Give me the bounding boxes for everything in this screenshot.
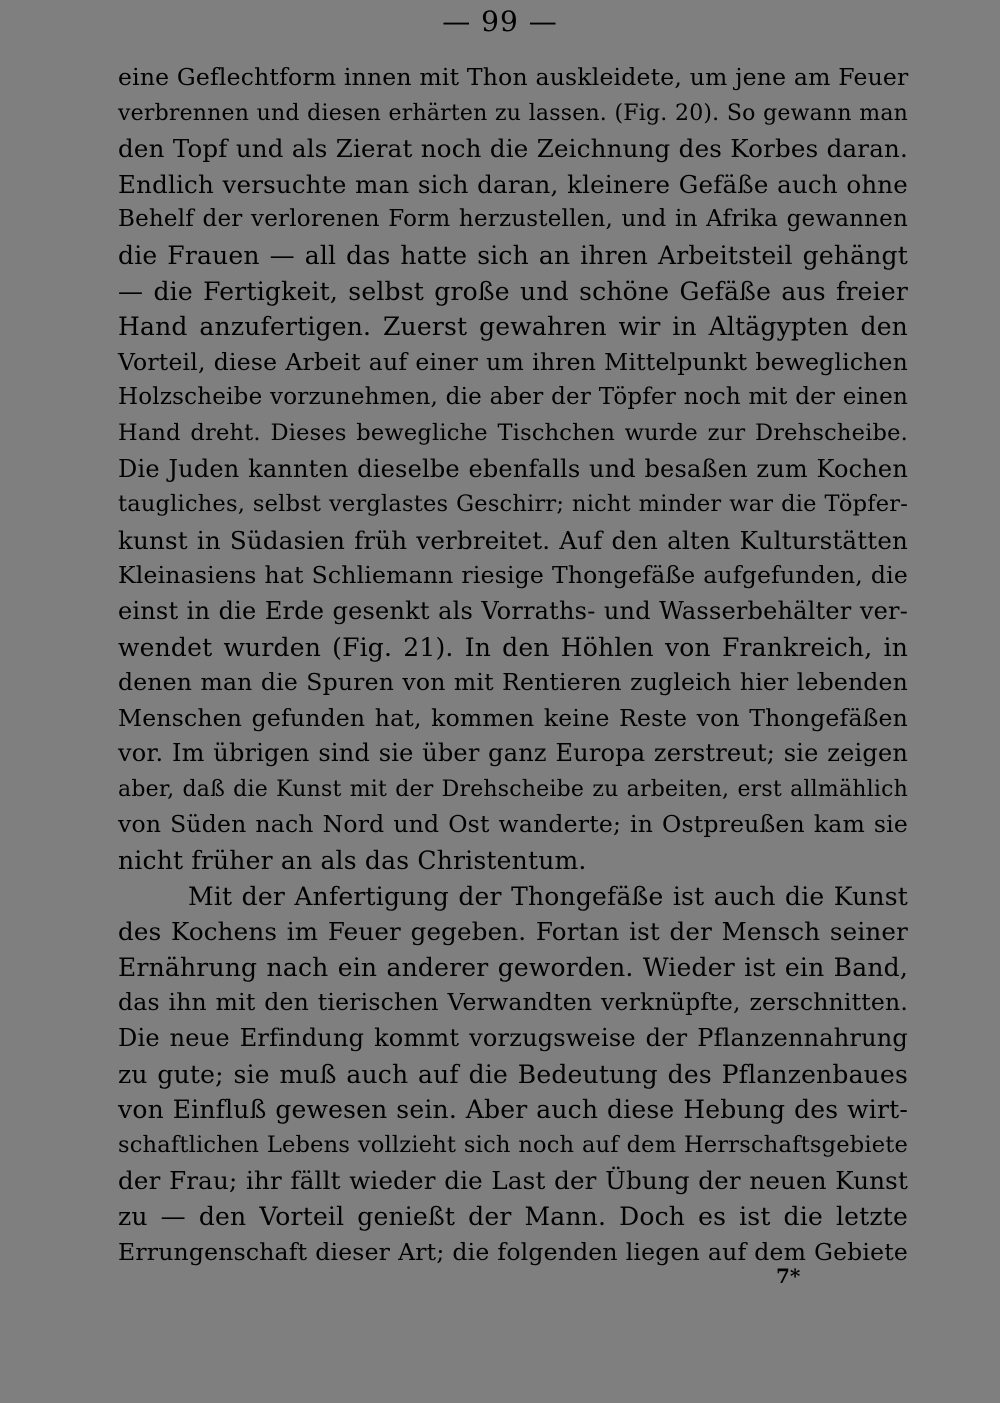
text-line: Die Juden kannten dieselbe ebenfalls und besaßen zum Kochen (118, 454, 908, 483)
text-line: der Frau; ihr fällt wieder die Last der Übung der neuen Kunst (118, 1166, 908, 1196)
text-line: Hand anzufertigen. Zuerst gewahren wir in Altägypten den (118, 312, 908, 342)
text-line: Endlich versuchte man sich daran, kleinere Gefäße auch ohne (118, 169, 908, 199)
text-line: Kleinasiens hat Schliemann riesige Thongefäße aufgefunden, die (118, 561, 908, 590)
text-line: taugliches, selbst verglastes Geschirr; nicht minder war die Töpfer- (118, 491, 908, 518)
text-line: — die Fertigkeit, selbst große und schöne Gefäße aus freier (118, 276, 908, 306)
paragraph-1 (118, 60, 908, 879)
text-line: von Süden nach Nord und Ost wanderte; in Ostpreußen kam sie (118, 810, 908, 839)
body-text (118, 60, 908, 1270)
text-line: zu gute; sie muß auch auf die Bedeutung des Pflanzenbaues (118, 1059, 908, 1089)
text-line: verbrennen und diesen erhärten zu lassen. (Fig. 20). So gewann man (118, 100, 908, 126)
text-line: Mit der Anfertigung der Thongefäße ist auch die Kunst (188, 881, 908, 911)
text-line: des Kochens im Feuer gegeben. Fortan ist der Mensch seiner (118, 917, 908, 947)
text-line: aber, daß die Kunst mit der Drehscheibe zu arbeiten, erst allmählich (118, 776, 908, 802)
text-line: denen man die Spuren von mit Rentieren zugleich hier lebenden (118, 668, 908, 697)
text-line: den Topf und als Zierat noch die Zeichnung des Korbes daran. (118, 134, 908, 164)
text-line: Vorteil, diese Arbeit auf einer um ihren Mittelpunkt beweglichen (118, 347, 908, 376)
text-line: Menschen gefunden hat, kommen keine Reste von Thongefäßen (118, 703, 908, 732)
text-line: Holzscheibe vorzunehmen, die aber der Töpfer noch mit der einen (118, 384, 908, 411)
text-line: wendet wurden (Fig. 21). In den Höhlen von Frankreich, in (118, 632, 908, 662)
paragraph-2 (118, 879, 908, 1271)
text-line: kunst in Südasien früh verbreitet. Auf den alten Kulturstätten (118, 525, 908, 555)
text-line: Ernährung nach ein anderer geworden. Wieder ist ein Band, (118, 952, 908, 982)
text-line: einst in die Erde gesenkt als Vorraths- und Wasserbehälter ver- (118, 596, 908, 625)
signature-mark: 7* (776, 1264, 801, 1288)
text-line: eine Geflechtform innen mit Thon auskleidete, um jene am Feuer (118, 63, 909, 91)
text-line: Behelf der verlorenen Form herzustellen, und in Afrika gewannen (118, 206, 908, 233)
page-number: — 99 — (442, 5, 558, 38)
text-line: Errungenschaft dieser Art; die folgenden liegen auf dem Gebiete (118, 1237, 908, 1266)
text-line: Hand dreht. Dieses bewegliche Tischchen wurde zur Drehscheibe. (118, 419, 908, 446)
text-line: die Frauen — all das hatte sich an ihren Arbeitsteil gehängt (118, 240, 908, 270)
text-line: vor. Im übrigen sind sie über ganz Europa zerstreut; sie zeigen (118, 739, 908, 768)
text-line: von Einfluß gewesen sein. Aber auch diese Hebung des wirt- (118, 1095, 908, 1125)
text-line: schaftlichen Lebens vollzieht sich noch auf dem Herrschaftsgebiete (118, 1131, 908, 1158)
text-line: zu — den Vorteil genießt der Mann. Doch es ist die letzte (118, 1202, 908, 1231)
text-line: das ihn mit den tierischen Verwandten verknüpfte, zerschnitten. (118, 988, 908, 1017)
text-line: Die neue Erfindung kommt vorzugsweise der Pflanzennahrung (118, 1024, 908, 1053)
text-line: nicht früher an als das Christentum. (118, 846, 587, 876)
